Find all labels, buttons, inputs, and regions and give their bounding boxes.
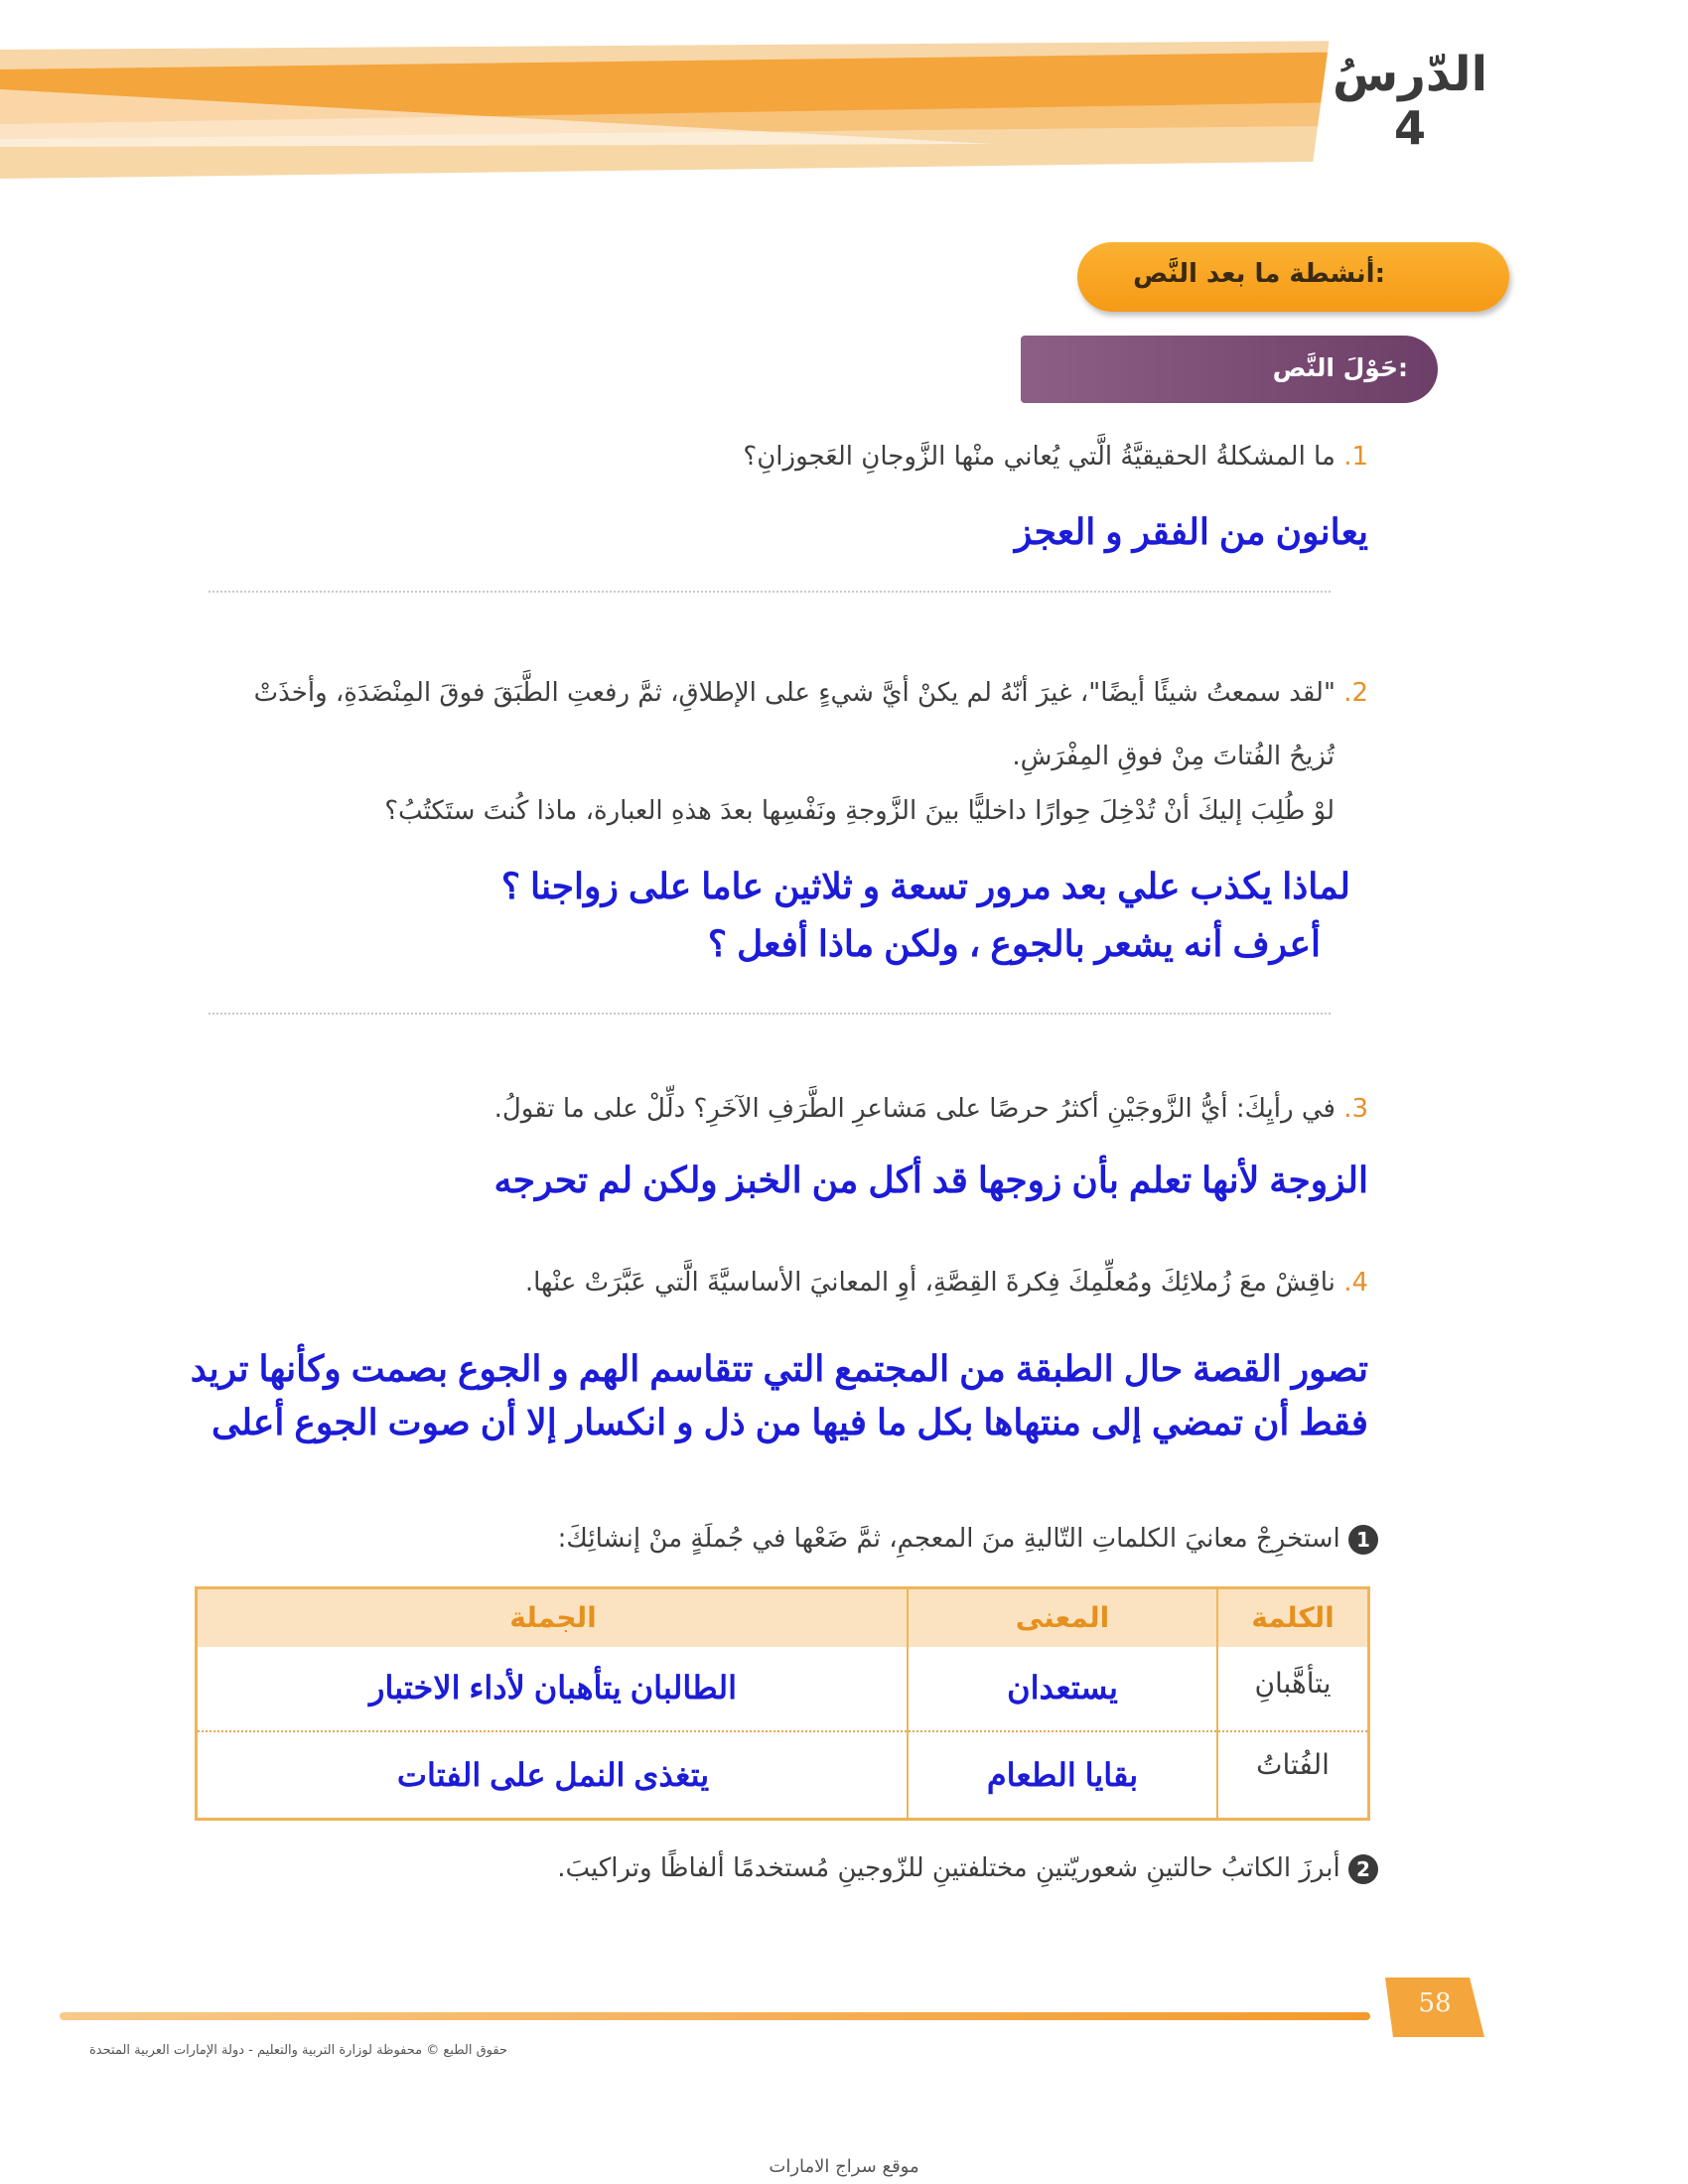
answer-4-line-1: تصور القصة حال الطبقة من المجتمع التي تتقاسم الهم و الجوع بصمت وكأنها تريد [190,1348,1368,1389]
answer-4-line-2: فقط أن تمضي إلى منتهاها بكل ما فيها من ذل و انكسار إلا أن صوت الجوع أعلى [211,1402,1368,1442]
row-divider [198,1730,1367,1732]
copyright: حقوق الطبع © محفوظة لوزارة التربية والتعليم - دولة الإمارات العربية المتحدة [89,2043,508,2058]
question-number: 1. [1343,442,1368,472]
answer-line [209,1013,1331,1015]
answer-3: الزوجة لأنها تعلم بأن زوجها قد أكل من الخبز ولكن لم تحرجه [493,1160,1368,1200]
question-text: ناقِشْ معَ زُملائِكَ ومُعلِّمِكَ فِكرةَ القِصَّةِ، أوِ المعانيَ الأساسيَّةَ الَّتي عَبَّرَتْ عنْها. [524,1268,1336,1297]
answer-2-line-2: أعرف أنه يشعر بالجوع ، ولكن ماذا أفعل ؟ [707,923,1321,964]
question-3 [326,1087,1368,1131]
table-header-meaning: المعنى [1015,1601,1110,1634]
table-cell-meaning: بقايا الطعام [986,1757,1139,1793]
section-title-pill [1077,242,1509,312]
question-text: في رأيِكَ: أيُّ الزَّوجَيْنِ أكثرُ حرصًا على مَشاعرِ الطَّرَفِ الآخَرِ؟ دلِّلْ على ما تقولُ. [493,1094,1336,1124]
question-4 [326,1261,1368,1304]
section-subtitle: حَوْلَ النَّص: [1272,353,1408,382]
exercise-2 [286,1846,1378,1890]
exercise-number-badge: 2 [1348,1854,1378,1884]
site-name: موقع سراج الامارات [769,2156,919,2177]
footer-bar [60,2012,1370,2020]
table-cell-sentence: الطالبان يتأهبان لأداء الاختبار [369,1670,737,1706]
answer-line [209,591,1331,593]
table-header-sentence: الجملة [509,1601,597,1634]
question-text: "لقد سمعتُ شيئًا أيضًا"، غيرَ أنّهُ لم يكنْ أيَّ شيءٍ على الإطلاقِ، ثمَّ رفعتِ الطَّبَقَ فوقَ المِنْضَدَةِ، وأخذَتْ [253,678,1336,708]
question-2-line-2: تُزيحُ الفُتاتَ مِنْ فوقِ المِفْرَشِ. [1012,742,1335,771]
table-cell-sentence: يتغذى النمل على الفتات [396,1757,710,1793]
answer-1: يعانون من الفقر و العجز [1014,511,1368,552]
question-text: ما المشكلةُ الحقيقيَّةُ الَّتي يُعاني منْها الزَّوجانِ العَجوزانِ؟ [743,442,1336,472]
table-header-word: الكلمة [1251,1601,1335,1634]
question-number: 3. [1343,1094,1368,1124]
exercise-text: أبرزَ الكاتبُ حالتينِ شعوريّتينِ مختلفتينِ للزّوجينِ مُستخدمًا ألفاظًا وتراكيبَ. [557,1853,1340,1883]
header-banner [0,30,1529,179]
column-divider [1216,1589,1218,1818]
vocab-table [195,1586,1370,1821]
table-cell-meaning: يستعدان [1007,1670,1118,1706]
section-subtitle-pill [1021,336,1438,403]
exercise-1 [286,1517,1378,1561]
question-2-line-3: لوْ طُلِبَ إليكَ أنْ تُدْخِلَ حِوارًا داخليًّا بينَ الزَّوجةِ ونَفْسِها بعدَ هذهِ العبارة، ماذا كُنتَ ستَكتُبُ؟ [384,796,1335,826]
question-number: 2. [1343,678,1368,708]
table-cell-word: الفُتاتُ [1256,1748,1330,1781]
question-number: 4. [1343,1268,1368,1297]
question-2 [226,671,1368,715]
lesson-number: 4 [1393,101,1426,155]
table-cell-word: يتأهَّبانِ [1254,1667,1332,1700]
section-title: أنشطة ما بعد النَّص: [1133,259,1385,289]
page-number: 58 [1418,1988,1452,2018]
lesson-title [1331,46,1489,153]
answer-2-line-1: لماذا يكذب علي بعد مرور تسعة و ثلاثين عاما على زواجنا ؟ [500,866,1350,906]
question-1 [326,435,1368,478]
lesson-label: الدّرسُ [1332,47,1488,102]
exercise-number-badge: 1 [1348,1525,1378,1555]
exercise-text: استخرِجْ معانيَ الكلماتِ التّاليةِ منَ المعجمِ، ثمَّ ضَعْها في جُملَةٍ منْ إنشائِكَ: [557,1524,1340,1554]
